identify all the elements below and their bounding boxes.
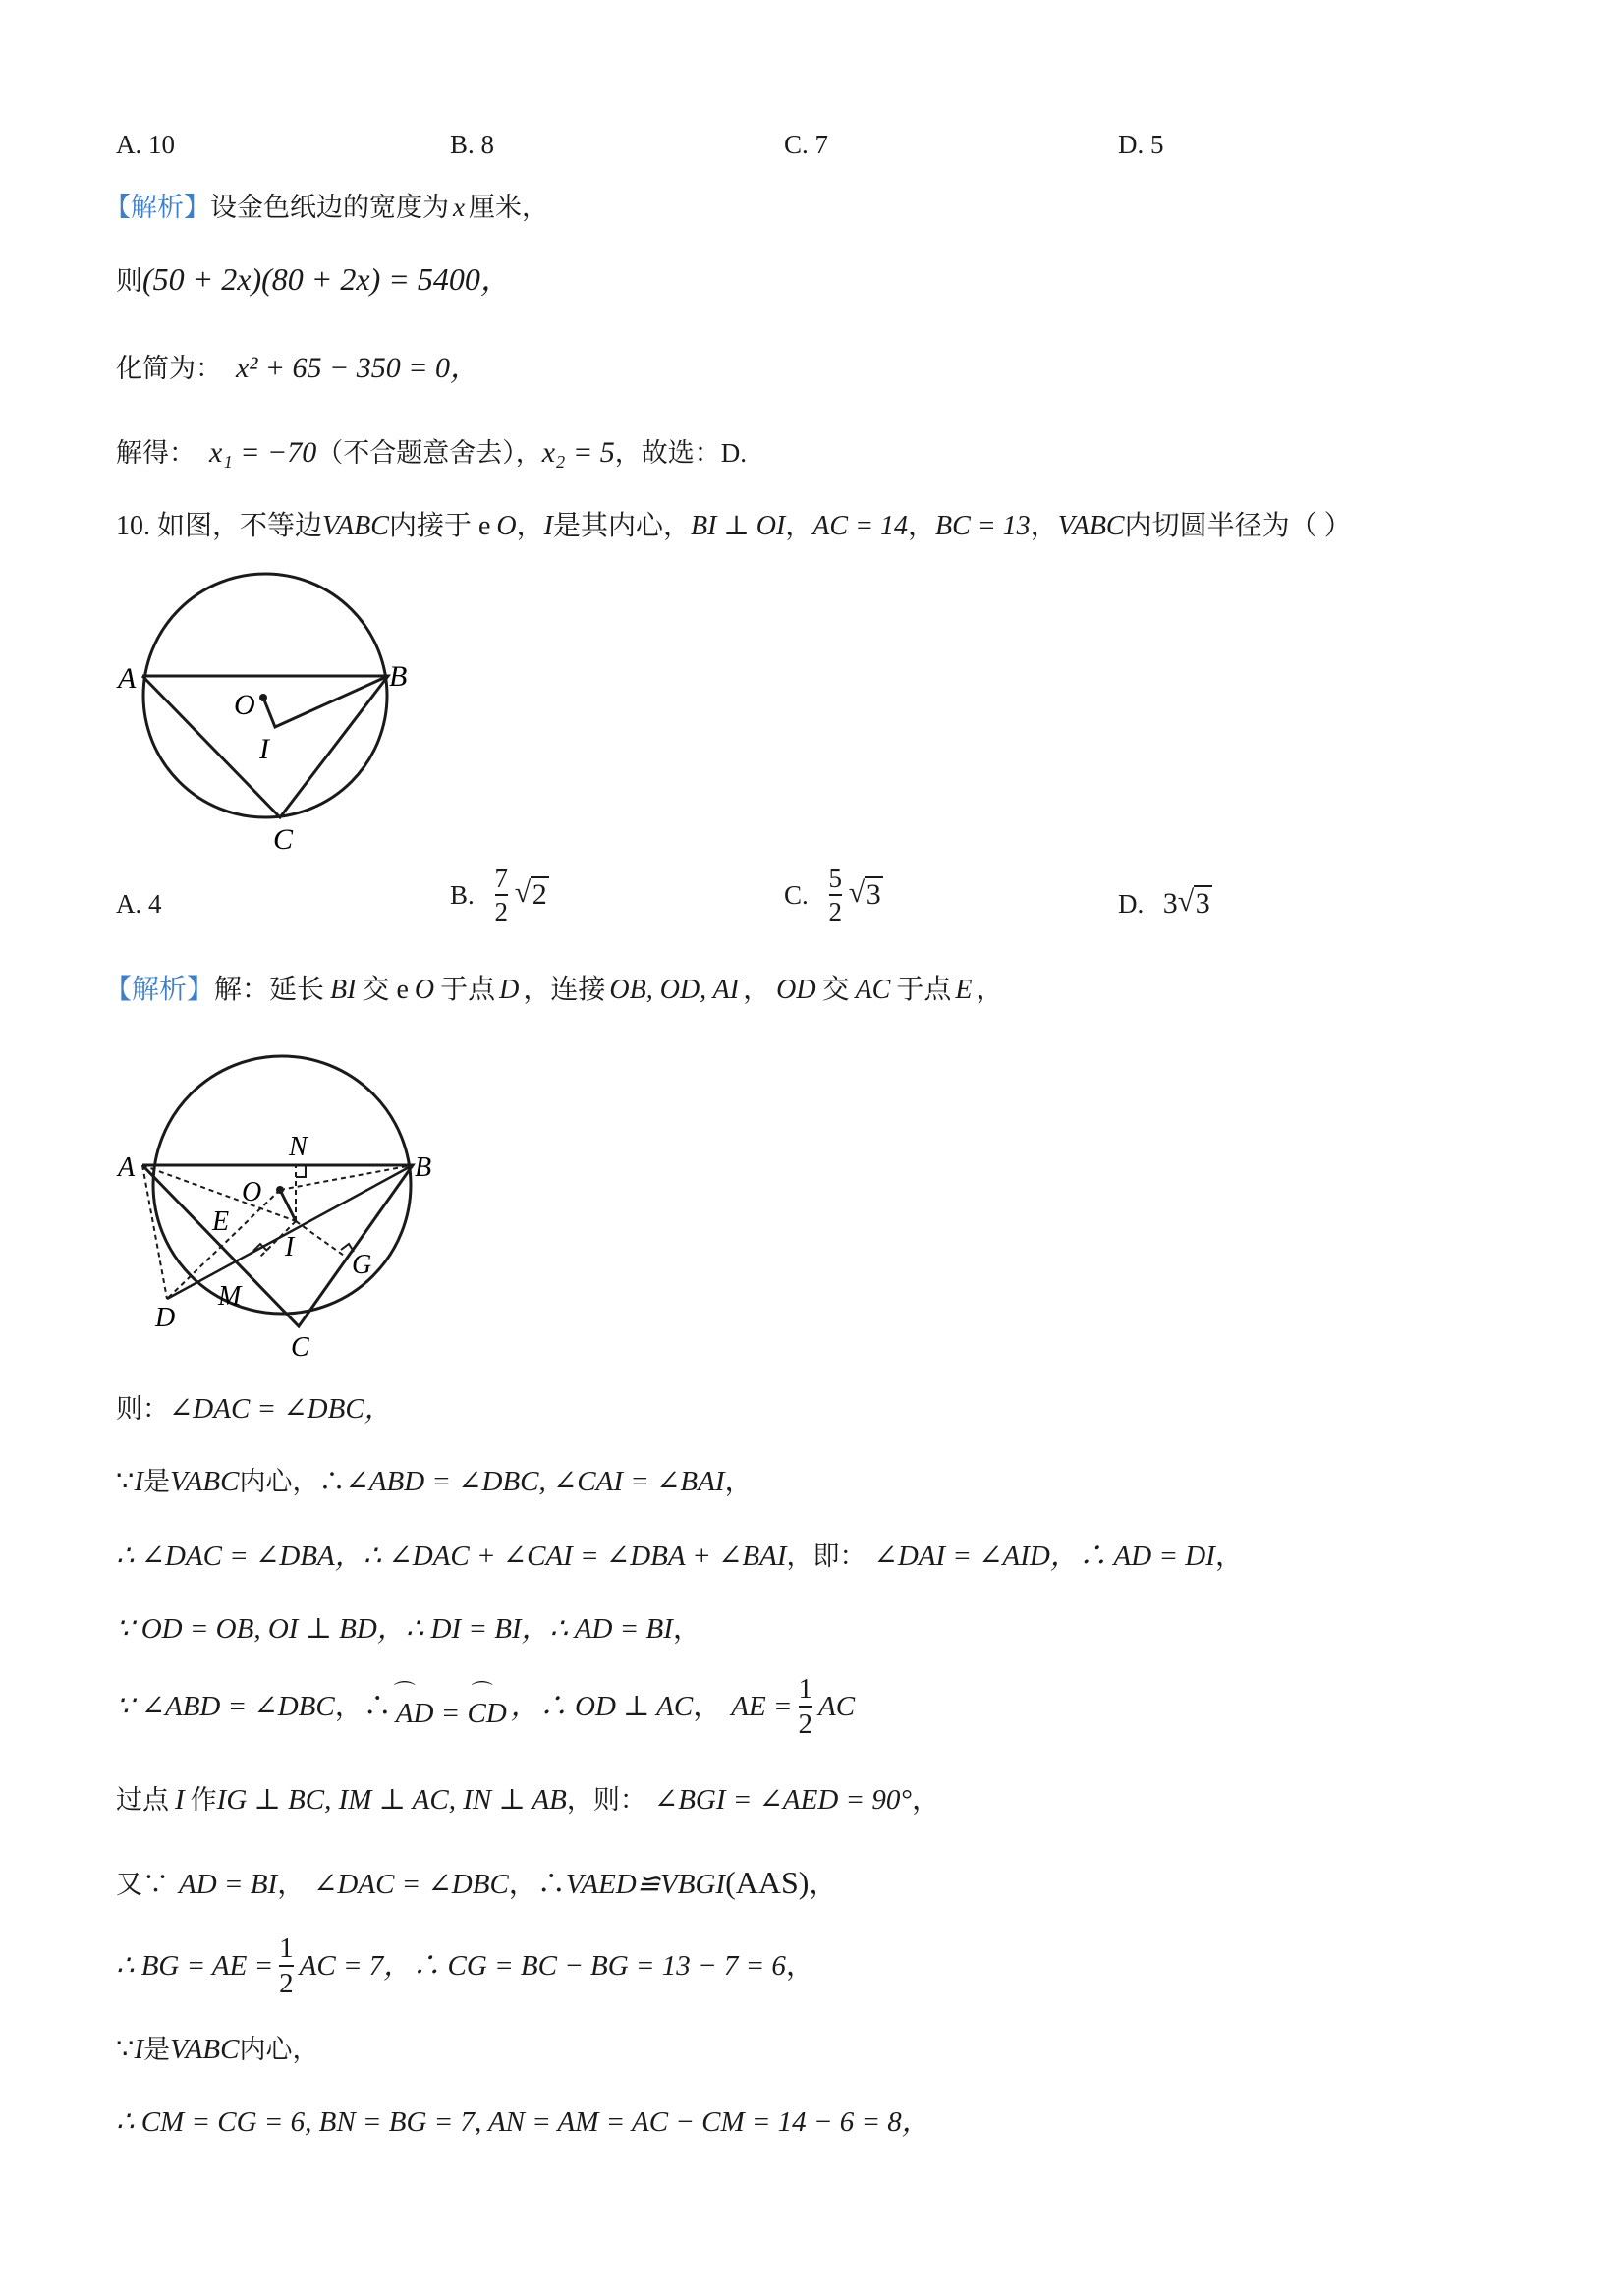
circumcircle [153, 1056, 411, 1314]
solution-tag: 【解析】 [104, 975, 215, 1005]
solution-tag: 【解析】 [104, 193, 210, 222]
text: ， [743, 975, 771, 1005]
q9-option-d: D. 5 [1118, 130, 1164, 159]
text: ， [809, 1869, 838, 1900]
text: 则： [116, 1394, 169, 1424]
text: ， [785, 511, 813, 541]
math: ∠ABD = ∠DBC, ∠CAI = ∠BAI [345, 1466, 725, 1497]
math: ∠BGI = ∠AED = 90° [653, 1784, 912, 1816]
text: ， [907, 511, 935, 541]
math: ∠DAI = ∠AID [873, 1540, 1050, 1572]
point-o [276, 1186, 284, 1194]
label-i: I [285, 1232, 295, 1262]
text: ， [911, 1784, 940, 1816]
text: 化简为： [116, 354, 222, 383]
text: 内心， [239, 2035, 319, 2064]
equation: x₁ = −70 [209, 436, 317, 469]
math: ∴ ∠DAC = ∠DBA [116, 1540, 335, 1572]
math: E [955, 975, 973, 1005]
q10-option-a: A. 4 [116, 889, 162, 919]
step-4 [116, 1615, 701, 1644]
text: 设金色纸边的宽度为 [210, 193, 449, 222]
q9-option-c: C. 7 [784, 130, 829, 159]
text: ，连接 [523, 975, 606, 1005]
math: BC = 13 [935, 511, 1031, 541]
text: 内接于 e [388, 511, 491, 541]
label-m: M [218, 1281, 242, 1312]
label-a: A [118, 662, 137, 695]
text: （不合题意舍去）， [316, 438, 542, 468]
math: ，∴ OD ⊥ AC [510, 1690, 694, 1722]
text: ， [724, 1466, 754, 1497]
math: AE = [731, 1690, 793, 1722]
text: 内心，∴ [239, 1467, 346, 1496]
math: OD [776, 975, 816, 1005]
text: 交 e [362, 975, 409, 1005]
text: 内切圆半径为（ ） [1124, 511, 1352, 541]
math: I [175, 1784, 185, 1816]
denominator: 2 [494, 897, 509, 927]
label-e: E [212, 1206, 230, 1237]
option-label: D. [1118, 889, 1145, 919]
figure-2 [108, 1041, 462, 1366]
math: ∵ ∠ABD = ∠DBC [116, 1690, 335, 1722]
step-3 [116, 1542, 1244, 1571]
radicand: 3 [866, 878, 881, 912]
math: AC [818, 1690, 856, 1722]
math: AD = BI [179, 1869, 278, 1900]
q10-option-c [784, 865, 883, 926]
math: AC = 7 [299, 1949, 384, 1982]
text: 作 [190, 1785, 217, 1815]
equation: (50 + 2x)(80 + 2x) = 5400， [142, 261, 512, 297]
label-b: B [389, 660, 408, 693]
step-9 [116, 2036, 318, 2064]
text: ，∴ [334, 1690, 392, 1722]
equation: x² + 65 − 350 = 0， [236, 352, 480, 384]
math: I [543, 511, 553, 541]
text: ， [976, 975, 1004, 1005]
numerator: 5 [828, 864, 843, 893]
math: ，∴ DI = BI [376, 1613, 522, 1645]
text: 又∵ [116, 1870, 169, 1899]
math: O [414, 975, 435, 1005]
text: ， [693, 1690, 722, 1722]
denominator: 2 [828, 897, 843, 927]
label-o: O [234, 689, 255, 721]
numerator: 7 [494, 864, 509, 893]
math: O [496, 511, 517, 541]
math: IG ⊥ BC, IM ⊥ AC, IN ⊥ AB [216, 1784, 567, 1816]
text: 于点 [440, 975, 496, 1005]
segment-ig [296, 1221, 347, 1258]
step-1 [116, 1395, 393, 1424]
math: VABC [322, 511, 389, 541]
text: ， [516, 511, 544, 541]
option-label: C. [784, 879, 809, 910]
point-o [259, 694, 267, 701]
text: 解得： [116, 438, 196, 468]
text: 10. 如图，不等边 [116, 511, 323, 541]
option-label: B. [450, 879, 475, 910]
label-c: C [291, 1332, 309, 1363]
math: (AAS) [725, 1865, 810, 1900]
math: BI ⊥ OI [690, 511, 786, 541]
step-5 [116, 1674, 855, 1740]
text: ， [1214, 1540, 1244, 1572]
q9-option-a: A. 10 [116, 130, 175, 159]
denominator: 2 [798, 1708, 812, 1741]
figure-1 [108, 570, 422, 865]
text: ， [785, 1949, 814, 1982]
math: I [134, 1466, 144, 1497]
equation: x₂ = 5 [541, 436, 615, 469]
radicand: 3 [1195, 887, 1210, 920]
text: ，∴ [508, 1869, 566, 1900]
sqrt: √ 2 [514, 876, 547, 912]
fraction [279, 1933, 294, 1999]
text: ，故选：D. [614, 438, 747, 468]
text: 则 [116, 266, 142, 296]
segment-oi [280, 1190, 296, 1221]
math: ，∴ CG = BC − BG = 13 − 7 = 6 [383, 1949, 786, 1982]
label-c: C [273, 823, 294, 856]
step-6 [116, 1786, 940, 1815]
math: VABC [170, 2034, 240, 2065]
math: ，∴ AD = DI [1049, 1540, 1215, 1572]
text: ∵ [116, 2034, 135, 2065]
text: ，即： [786, 1541, 867, 1571]
text: ，则： [566, 1785, 646, 1815]
math: ∠DAC = ∠DBC， [169, 1393, 393, 1425]
math: ，∴ ∠DAC + ∠CAI = ∠DBA + ∠BAI [334, 1540, 787, 1572]
math: I [134, 2034, 144, 2065]
fraction [799, 1674, 813, 1740]
text: 解：延长 [214, 975, 325, 1005]
denominator: 2 [279, 1968, 294, 2000]
q10-solution-intro [104, 977, 1004, 1004]
q9-solution-line1 [104, 195, 548, 221]
math: BI [330, 975, 357, 1005]
math: ∴ CM = CG = 6, BN = BG = 7, AN = AM = AC − CM = 14 − 6 = 8， [116, 2106, 930, 2138]
q10-option-d [1118, 885, 1212, 920]
fraction [829, 865, 843, 926]
text: ∵ [116, 1466, 135, 1497]
right-angle-n [296, 1165, 306, 1177]
text: ， [1030, 511, 1058, 541]
math: OB, OD, AI [609, 975, 740, 1005]
q9-solution-line2 [116, 263, 512, 295]
fraction [495, 865, 509, 926]
step-7 [116, 1867, 837, 1899]
coefficient: 3 [1162, 887, 1178, 920]
text: 于点 [896, 975, 952, 1005]
text: 交 [821, 975, 850, 1005]
math: D [499, 975, 520, 1005]
step-2 [116, 1468, 754, 1496]
text: 是其内心， [552, 511, 691, 541]
q9-solution-line3 [116, 354, 479, 383]
q9-option-b: B. 8 [450, 130, 495, 159]
math: ∠DAC = ∠DBC [313, 1869, 509, 1900]
math: AC = 14 [812, 511, 908, 541]
step-8 [116, 1933, 814, 1999]
math: ∵ OD = OB, OI ⊥ BD [116, 1613, 377, 1645]
numerator: 1 [798, 1673, 812, 1705]
arc-icon: ⌒ [393, 1679, 416, 1705]
math: AC [855, 975, 891, 1005]
text: 厘米， [468, 193, 548, 222]
numerator: 1 [279, 1932, 294, 1964]
text: 过点 [116, 1785, 169, 1815]
arc-equation [392, 1679, 511, 1729]
label-a: A [118, 1152, 136, 1183]
text: 是 [143, 1467, 171, 1496]
var-x: x [453, 193, 465, 222]
q9-solution-line4 [116, 438, 747, 468]
math: AD = CD [395, 1697, 507, 1729]
label-b: B [415, 1152, 432, 1183]
math: VABC [1057, 511, 1125, 541]
math: ，∴ AD = BI [521, 1613, 673, 1645]
label-d: D [155, 1303, 176, 1333]
q10-question [116, 513, 1352, 540]
q10-option-b [450, 865, 549, 926]
label-i: I [259, 733, 269, 765]
step-10 [116, 2108, 930, 2137]
arc-icon: ⌒ [471, 1679, 493, 1705]
text: ， [672, 1613, 701, 1645]
label-g: G [352, 1250, 372, 1280]
label-o: O [242, 1177, 262, 1207]
math: ∴ BG = AE = [116, 1949, 274, 1982]
text: ， [277, 1869, 307, 1900]
radicand: 2 [532, 878, 547, 912]
math: VAED≌VBGI [565, 1869, 726, 1900]
text: 是 [143, 2035, 171, 2064]
math: VABC [170, 1466, 240, 1497]
sqrt: √ 3 [848, 876, 881, 912]
sqrt: √ 3 [1177, 885, 1210, 920]
label-n: N [289, 1132, 308, 1162]
